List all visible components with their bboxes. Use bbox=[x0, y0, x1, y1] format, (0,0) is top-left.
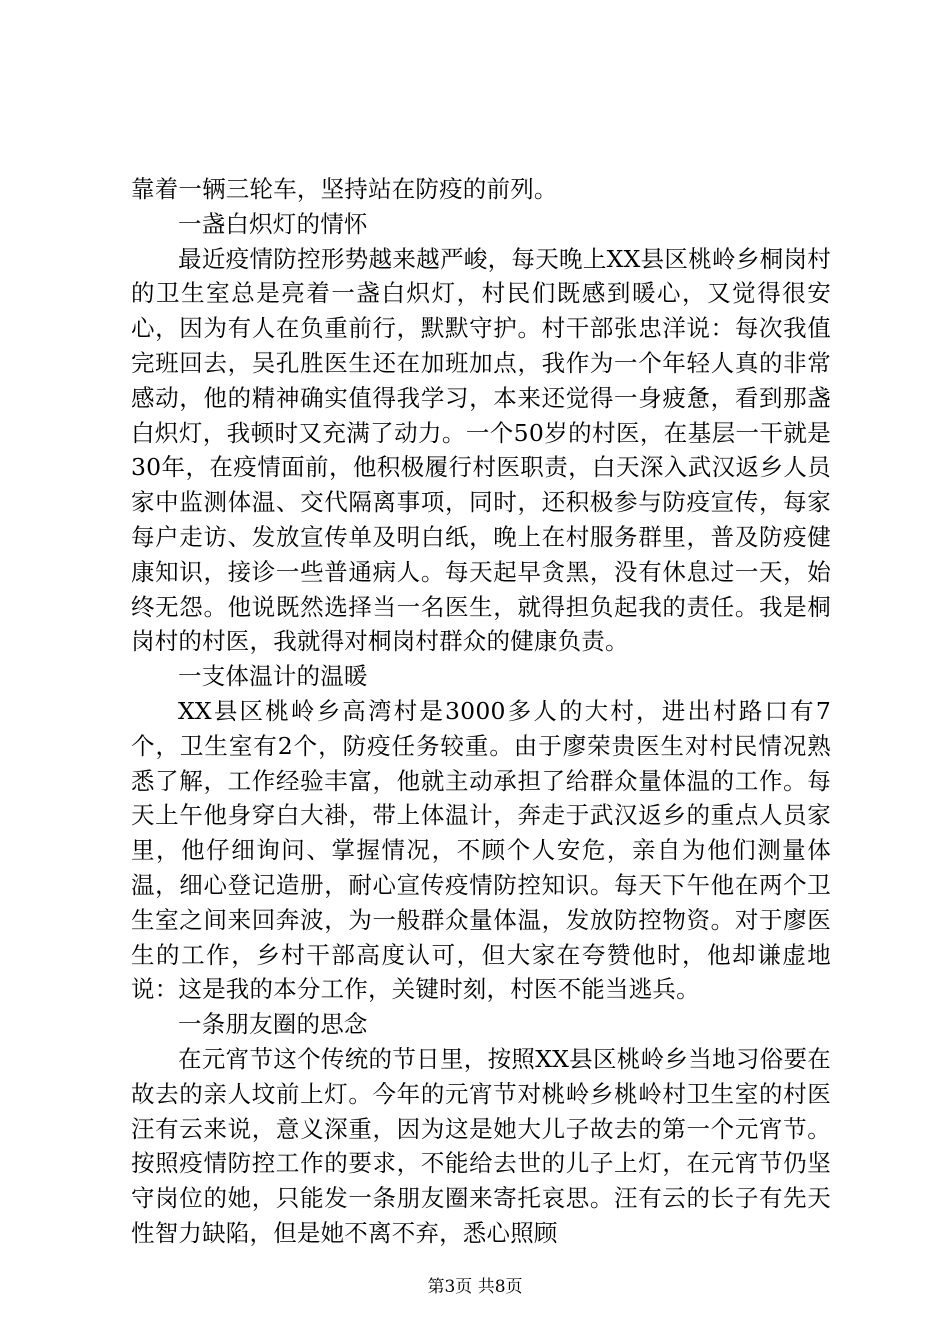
paragraph-lamp: 最近疫情防控形势越来越严峻，每天晚上XX县区桃岭乡桐岗村的卫生室总是亮着一盏白炽灯，村民们既感到暖心，又觉得很安心，因为有人在负重前行，默默守护。村干部张忠洋说：每次我值完班回去，吴孔胜医生还在加班加点，我作为一个年轻人真的非常感动，他的精神确实值得我学习，本来还觉得一身疲惫，看到那盏白炽灯，我顿时又充满了动力。一个50岁的村医，在基层一干就是30年，在疫情面前，他积极履行村医职责，白天深入武汉返乡人员家中监测体温、交代隔离事项，同时，还积极参与防疫宣传，每家每户走访、发放宣传单及明白纸，晚上在村服务群里，普及防疫健康知识，接诊一些普通病人。每天起早贪黑，没有休息过一天，始终无怨。他说既然选择当一名医生，就得担负起我的责任。我是桐岗村的村医，我就得对桐岗村群众的健康负责。 bbox=[131, 244, 831, 656]
section-heading-thermometer: 一支体温计的温暖 bbox=[178, 662, 368, 691]
paragraph-moments: 在元宵节这个传统的节日里，按照XX县区桃岭乡当地习俗要在故去的亲人坟前上灯。今年的元宵节对桃岭乡桃岭村卫生室的村医汪有云来说，意义深重，因为这是她大儿子故去的第一个元宵节。按照疫情防控工作的要求，不能给去世的儿子上灯，在元宵节仍坚守岗位的她，只能发一条朋友圈来寄托哀思。汪有云的长子有先天性智力缺陷，但是她不离不弃，悉心照顾 bbox=[131, 1044, 831, 1247]
paragraph-thermometer: XX县区桃岭乡高湾村是3000多人的大村，进出村路口有7个，卫生室有2个，防疫任务较重。由于廖荣贵医生对村民情况熟悉了解，工作经验丰富，他就主动承担了给群众量体温的工作。每天上午他身穿白大褂，带上体温计，奔走于武汉返乡的重点人员家里，他仔细询问、掌握情况，不顾个人安危，亲自为他们测量体温，细心登记造册，耐心宣传疫情防控知识。每天下午他在两个卫生室之间来回奔波，为一般群众量体温，发放防控物资。对于廖医生的工作，乡村干部高度认可，但大家在夸赞他时，他却谦虚地说：这是我的本分工作，关键时刻，村医不能当逃兵。 bbox=[131, 696, 831, 1004]
page-number-footer: 第3页 共8页 bbox=[427, 1277, 523, 1297]
section-heading-moments: 一条朋友圈的思念 bbox=[178, 1010, 368, 1039]
paragraph-continuation: 靠着一辆三轮车，坚持站在防疫的前列。 bbox=[131, 175, 558, 203]
section-heading-lamp: 一盏白炽灯的情怀 bbox=[178, 209, 368, 238]
document-body bbox=[131, 172, 831, 1251]
